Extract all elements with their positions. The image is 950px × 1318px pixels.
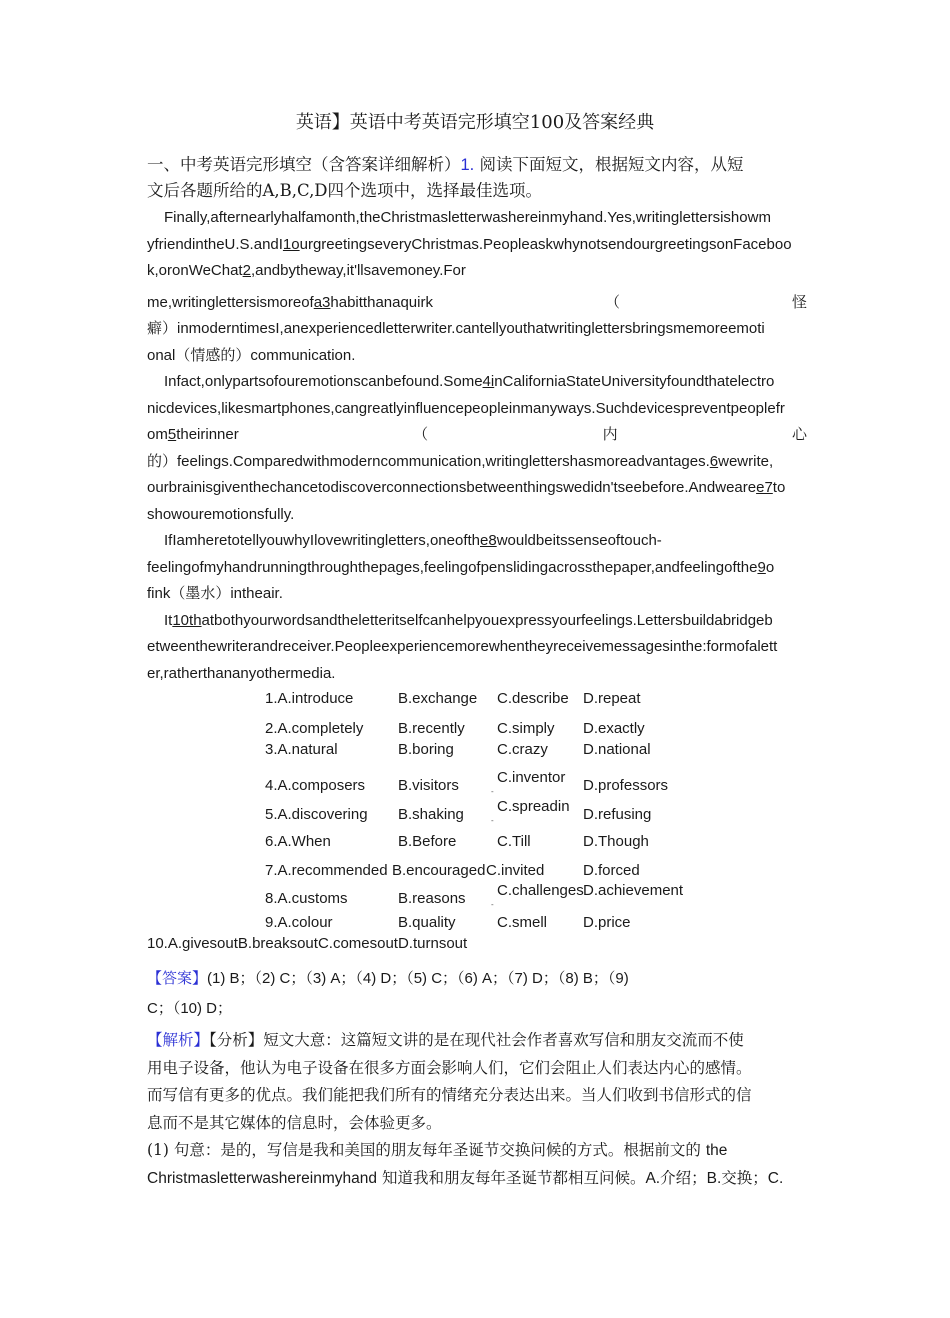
text-segment: 1.A.introduce: [265, 690, 354, 707]
text-segment: 心: [791, 426, 807, 443]
blank-3: a3: [313, 293, 331, 311]
text-segment: 【分析】短文大意：这篇短文讲的是在现代社会作者喜欢写信和朋友交流而不使: [209, 1031, 744, 1049]
text-segment: feelingofmyhandrunningthroughthepages,feelingofpenslidingacrossthepaper,andfeelingofthe: [147, 558, 758, 576]
blank-8: e8: [480, 532, 497, 549]
text-segment: D.Though: [583, 833, 649, 850]
answer-label: 【答案】: [147, 970, 208, 987]
text-segment: B.exchange: [398, 690, 478, 707]
text-segment: 怪: [791, 293, 807, 311]
text-segment: wewrite,: [718, 452, 774, 470]
text-segment: B.shaking: [398, 806, 464, 823]
text-segment: k,oronWeChat: [147, 262, 243, 279]
paragraph-2: [147, 369, 807, 422]
text-segment: o: [765, 558, 775, 576]
text-segment: C.crazy: [497, 741, 548, 758]
text-segment: B.encouraged: [392, 862, 486, 879]
text-segment: B.quality: [398, 914, 456, 931]
text-segment: 的）feelings.Comparedwithmoderncommunication,writinglettershasmoreadvantages.: [147, 452, 710, 470]
text-segment: It: [164, 611, 173, 629]
text-segment: B.reasons: [398, 890, 466, 907]
text-segment: Infact,onlypartsofouremotionscanbefound.Some: [164, 373, 483, 390]
text-segment: D.forced: [583, 862, 640, 879]
text-segment: onal（情感的）communication.: [147, 346, 356, 364]
text-segment: er,ratherthananyothermedia.: [147, 664, 336, 682]
answer-text-2: C；（10) D；: [147, 1000, 233, 1017]
text-segment: B.boring: [398, 741, 454, 758]
text-segment: 6.A.When: [265, 833, 331, 850]
text-segment: D.national: [583, 741, 651, 758]
text-segment: Christmasletterwashereinmyhand: [147, 1169, 378, 1187]
text-segment: （: [413, 426, 429, 443]
paragraph-1: [147, 205, 807, 285]
text-segment: C.Till: [497, 833, 531, 850]
answer-text: (1) B；（2) C；（3) A；（4) D；（5) C；（6) A；（7) D；（8) B；（9): [207, 970, 629, 987]
paragraph-2-tail: [147, 449, 807, 529]
text-segment: om: [147, 426, 168, 443]
text-segment: 3.A.natural: [265, 741, 338, 758]
dot-mark-2: -: [491, 816, 494, 825]
blank-10: 10th: [172, 611, 202, 629]
text-segment: to: [772, 479, 786, 496]
text-segment: 癖）inmoderntimesI,anexperiencedletterwriter.cantellyouthatwritinglettersbringsmemoreemoti: [147, 320, 765, 337]
text-segment: D.professors: [583, 777, 669, 794]
text-segment: C.challenges: [497, 882, 584, 899]
text-segment: C.describe: [497, 690, 569, 707]
text-segment: Finally,afternearlyhalfamonth,theChristmasletterwashereinmyhand.Yes,writinglettersishowm: [164, 209, 771, 226]
instruction-text-2: 文后各题所给的A,B,C,D四个选项中，选择最佳选项。: [147, 181, 543, 200]
dot-mark-1: -: [491, 787, 494, 796]
text-segment: urgreetingseveryChristmas.PeopleaskwhynotsendourgreetingsonFaceboo: [299, 235, 792, 253]
text-segment: andbytheway,it'llsavemoney.For: [255, 262, 466, 279]
text-segment: B.交换；: [706, 1169, 768, 1187]
text-segment: C.invited: [486, 862, 545, 879]
text-segment: 知道我和朋友每年圣诞节都相互问候。: [377, 1168, 646, 1187]
text-segment: C.: [767, 1169, 784, 1187]
text-segment: C.inventor: [497, 769, 566, 786]
text-segment: D.exactly: [583, 720, 645, 737]
text-segment: ourbrainisgiventhechancetodiscoverconnectionsbetweenthingswedidn'tseebefore.Andweare: [147, 479, 757, 496]
analysis-label: 【解析】: [147, 1031, 210, 1049]
analysis-section: [147, 1027, 807, 1192]
passage: [147, 205, 807, 687]
text-segment: B.visitors: [398, 777, 459, 794]
text-segment: yfriendintheU.S.andI: [147, 235, 283, 253]
text-segment: fink（墨水）intheair.: [147, 585, 283, 602]
text-segment: the: [705, 1142, 728, 1159]
text-segment: etweenthewriterandreceiver.Peopleexperiencemorewhentheyreceivemessagesinthe:formofalett: [147, 638, 778, 655]
text-segment: wouldbeitssenseoftouch-: [496, 532, 662, 549]
text-segment: IfIamheretotellyouwhyIlovewritingletters,oneofth: [164, 532, 480, 549]
text-segment: D.repeat: [583, 690, 641, 707]
text-segment: （: [604, 293, 620, 311]
text-segment: D.refusing: [583, 806, 652, 823]
blank-6: 6: [709, 452, 719, 470]
text-segment: B.recently: [398, 720, 465, 737]
blank-1: 1o: [282, 235, 300, 253]
text-segment: nicdevices,likesmartphones,cangreatlyinfluencepeopleinmanyways.Suchdevicespreventpeoplefr: [147, 399, 785, 417]
text-segment: 息而不是其它媒体的信息时，会体验更多。: [147, 1113, 442, 1132]
text-segment: A.介绍；: [645, 1169, 707, 1187]
blank-5: 5: [167, 426, 177, 443]
blank-9: 9: [757, 558, 766, 576]
text-segment: C.spreadin: [497, 798, 570, 815]
section-title: 一、中考英语完形填空（含答案详细解析）: [147, 155, 461, 174]
text-segment: nCaliforniaStateUniversityfoundthatelectro: [494, 373, 775, 390]
text-segment: C.smell: [497, 914, 548, 931]
blank-4: 4i: [482, 373, 495, 390]
text-segment: 8.A.customs: [265, 890, 348, 907]
paragraph-1-tail: [147, 316, 807, 369]
text-segment: B.Before: [398, 833, 457, 850]
text-segment: 用电子设备，他认为电子设备在很多方面会影响人们，它们会阻止人们表达内心的感情。: [147, 1058, 752, 1077]
text-segment: 7.A.recommended: [265, 862, 388, 879]
paragraph-1-line-4: [147, 290, 807, 317]
text-segment: 4.A.composers: [265, 777, 366, 794]
paragraph-2-line-3: [147, 422, 807, 449]
document-title: 英语】英语中考英语完形填空100及答案经典: [295, 112, 655, 133]
text-segment: me,writinglettersismoreof: [147, 293, 314, 311]
text-segment: 内: [602, 426, 618, 443]
text-segment: showouremotionsfully.: [147, 505, 295, 523]
blank-7: e7: [756, 479, 773, 496]
text-segment: theirinner: [176, 426, 239, 443]
text-segment: 9.A.colour: [265, 914, 333, 931]
answer-section: [147, 964, 807, 1024]
text-segment: 5.A.discovering: [265, 806, 368, 823]
text-segment: 2.A.completely: [265, 720, 364, 737]
text-segment: (1) 句意：是的，写信是我和美国的朋友每年圣诞节交换问候的方式。根据前文的: [147, 1141, 706, 1159]
text-segment: habitthanaquirk: [330, 293, 433, 311]
question-number: 1.: [460, 156, 475, 174]
section-heading: [147, 152, 807, 204]
text-segment: D.price: [583, 914, 631, 931]
text-segment: C.simply: [497, 720, 555, 737]
text-segment: 而写信有更多的优点。我们能把我们所有的情绪充分表达出来。当人们收到书信形式的信: [147, 1086, 752, 1104]
paragraph-4-tail: [147, 634, 807, 687]
text-segment: D.achievement: [583, 882, 684, 899]
blank-2: 2,: [242, 262, 256, 279]
text-segment: atbothyourwordsandtheletteritselfcanhelpyouexpressyourfeelings.Lettersbuildabridgeb: [201, 611, 773, 629]
paragraph-3: [147, 528, 807, 555]
paragraph-4: [147, 608, 807, 635]
option-row-10: 10.A.givesoutB.breaksoutC.comesoutD.turnsout: [147, 935, 468, 952]
paragraph-3-tail: [147, 555, 807, 608]
dot-mark-3: -: [491, 900, 494, 909]
instruction-text: 阅读下面短文，根据短文内容，从短: [479, 155, 744, 174]
